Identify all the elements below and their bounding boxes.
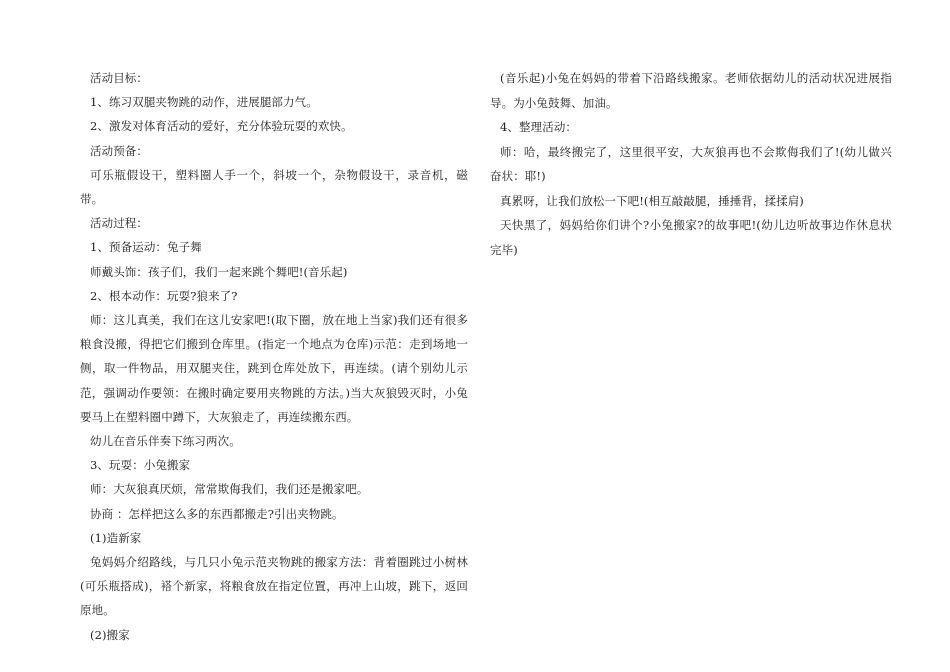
paragraph: 活动预备： [90,143,148,158]
paragraph: 可乐瓶假设干，塑料圈人手一个，斜坡一个，杂物假设干，录音机，磁带。 [80,167,468,207]
paragraph: 兔妈妈介绍路线，与几只小兔示范夹物跳的搬家方法：背着圈跳过小树林(可乐瓶搭成)，褡个新家，将粮食放在指定位置，再冲上山坡，跳下，返回原地。 [80,555,468,618]
paragraph: 师：这儿真美，我们在这儿安家吧!(取下圈，放在地上当家)我们还有很多粮食没搬，得把它们搬到仓库里。(指定一个地点为仓库)示范：走到场地一侧，取一件物品，用双腿夹住，跳到仓库处放下，再连续。(请个别幼儿示范，强调动作要领：在搬时确定要用夹物跳的方法。)当大灰狼毁灭时，小兔要马上在塑料圈中蹲下，大灰狼走了，再连续搬东西。 [80,313,468,424]
paragraph: 3、玩耍：小兔搬家 [90,458,191,473]
paragraph: 师戴头饰：孩子们，我们一起来跳个舞吧!(音乐起) [90,264,348,279]
paragraph: 2、激发对体育活动的爱好，充分体验玩耍的欢快。 [90,119,353,134]
paragraph: 真累呀，让我们放松一下吧!(相互敲敲腿，捶捶背，揉揉肩) [500,193,804,208]
paragraph: 幼儿在音乐伴奏下练习两次。 [90,434,241,449]
paragraph: 活动过程： [90,216,148,231]
paragraph: (1)造新家 [90,530,142,545]
paragraph: 活动目标： [90,71,148,85]
paragraph: 师：大灰狼真厌烦，常常欺侮我们，我们还是搬家吧。 [90,482,369,497]
paragraph: 1、预备运动：兔子舞 [90,240,202,255]
paragraph: 1、练习双腿夹物跳的动作，进展腿部力气。 [90,95,318,110]
paragraph: 师：哈，最终搬完了，这里很平安，大灰狼再也不会欺侮我们了!(幼儿做兴奋状：耶!) [490,144,892,183]
paragraph: (音乐起)小兔在妈妈的带着下沿路线搬家。老师依据幼儿的活动状况进展指导。为小兔鼓舞、加油。 [490,71,892,110]
paragraph: 协商 ：怎样把这么多的东西都搬走?引出夹物跳。 [90,506,344,521]
paragraph: (2)搬家 [90,627,130,642]
paragraph: 2、根本动作：玩耍?狼来了? [90,288,238,303]
paragraph: 天快黑了，妈妈给你们讲个?小兔搬家?的故事吧!(幼儿边听故事边作休息状完毕) [490,218,892,257]
paragraph: 4、整理活动： [500,120,578,134]
left-column [80,66,468,647]
right-column [490,66,892,262]
